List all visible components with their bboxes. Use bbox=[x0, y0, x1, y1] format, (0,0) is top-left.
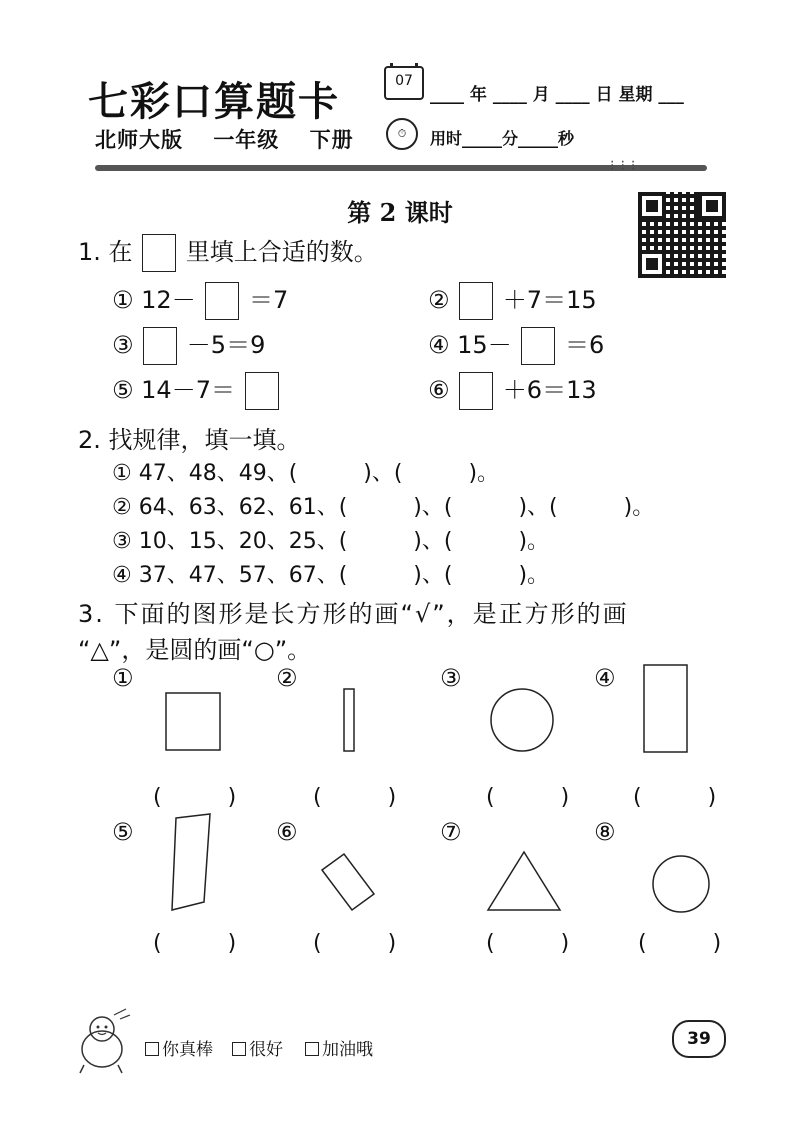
figure-label-2: ② bbox=[276, 664, 298, 692]
answer-box[interactable] bbox=[521, 327, 555, 365]
parallelogram-figure bbox=[166, 810, 216, 914]
volume: 下册 bbox=[309, 128, 354, 152]
expr-after: －5＝9 bbox=[186, 331, 266, 359]
item-number: ⑤ bbox=[112, 376, 134, 404]
q1-item-1 bbox=[112, 280, 288, 320]
q1-item-3 bbox=[112, 325, 265, 365]
answer-paren-2[interactable]: ( ) bbox=[313, 785, 397, 810]
clock-icon: ⏱ bbox=[386, 118, 418, 150]
date-line: ____ 年 ____ 月 ____ 日 星期 ___ bbox=[430, 85, 684, 105]
page-number: 39 bbox=[672, 1020, 726, 1058]
q2-item-2[interactable]: ② 64、63、62、61、( )、( )、( )。 bbox=[112, 495, 655, 520]
small-circle-figure bbox=[648, 852, 714, 916]
q1-item-5 bbox=[112, 370, 281, 410]
answer-paren-7[interactable]: ( ) bbox=[486, 931, 570, 956]
qr-finder-icon bbox=[638, 250, 666, 278]
figure-label-3: ③ bbox=[440, 664, 462, 692]
figure-label-8: ⑧ bbox=[594, 818, 616, 846]
edition-line bbox=[95, 124, 376, 154]
lesson-title: 第 2 课时 bbox=[347, 198, 453, 227]
item-number: ③ bbox=[112, 331, 134, 359]
q2-item-4[interactable]: ④ 37、47、57、67、( )、( )。 bbox=[112, 563, 550, 588]
rating-option-great[interactable] bbox=[145, 1035, 213, 1060]
circle-figure bbox=[485, 682, 561, 758]
thin-rectangle-figure bbox=[338, 686, 362, 756]
rating-label: 很好 bbox=[249, 1040, 283, 1060]
answer-box[interactable] bbox=[245, 372, 279, 410]
figure-label-7: ⑦ bbox=[440, 818, 462, 846]
rating-label: 加油哦 bbox=[322, 1040, 373, 1060]
item-number: ④ bbox=[428, 331, 450, 359]
divider-dots-icon: ⁝⁝⁝ bbox=[610, 158, 642, 174]
square-figure bbox=[160, 688, 230, 758]
expr-after: ＝6 bbox=[564, 331, 605, 359]
q3-title-line1: 3. 下面的图形是长方形的画“√”，是正方形的画 bbox=[78, 600, 629, 628]
expr-after: ＋7＝15 bbox=[502, 286, 597, 314]
q3-title-line2: “△”，是圆的画“○”。 bbox=[78, 636, 312, 664]
q2-item-3[interactable]: ③ 10、15、20、25、( )、( )。 bbox=[112, 529, 550, 554]
checkbox[interactable] bbox=[305, 1042, 319, 1056]
q2-title: 2. 找规律，填一填。 bbox=[78, 426, 301, 454]
expr-before: 15－ bbox=[457, 331, 512, 359]
q2-item-1[interactable]: ① 47、48、49、( )、( )。 bbox=[112, 461, 500, 486]
triangle-figure bbox=[482, 846, 566, 916]
answer-box[interactable] bbox=[143, 327, 177, 365]
q1-item-4 bbox=[428, 325, 604, 365]
q1-item-6 bbox=[428, 370, 597, 410]
item-number: ⑥ bbox=[428, 376, 450, 404]
mascot-icon bbox=[70, 1005, 136, 1075]
figure-label-4: ④ bbox=[594, 664, 616, 692]
item-number: ① bbox=[112, 286, 134, 314]
rating-option-keep-going[interactable] bbox=[305, 1035, 373, 1060]
calendar-icon: 07 bbox=[384, 66, 424, 100]
figure-label-6: ⑥ bbox=[276, 818, 298, 846]
answer-paren-8[interactable]: ( ) bbox=[638, 931, 722, 956]
expr-before: 12－ bbox=[141, 286, 196, 314]
grade: 一年级 bbox=[213, 128, 280, 152]
tall-rectangle-figure bbox=[638, 660, 692, 756]
expr-after: ＝7 bbox=[248, 286, 289, 314]
answer-paren-6[interactable]: ( ) bbox=[313, 931, 397, 956]
answer-paren-4[interactable]: ( ) bbox=[633, 785, 717, 810]
rating-label: 你真棒 bbox=[162, 1040, 213, 1060]
q1-title-tail: 里填上合适的数。 bbox=[185, 238, 378, 266]
answer-box[interactable] bbox=[459, 282, 493, 320]
answer-paren-5[interactable]: ( ) bbox=[153, 931, 237, 956]
q1-title bbox=[78, 232, 378, 272]
rating-option-good[interactable] bbox=[232, 1035, 283, 1060]
q1-item-2 bbox=[428, 280, 597, 320]
answer-box[interactable] bbox=[205, 282, 239, 320]
q1-title-head: 1. 在 bbox=[78, 238, 133, 266]
figure-label-5: ⑤ bbox=[112, 818, 134, 846]
brand-title: 七彩口算题卡 bbox=[88, 78, 340, 125]
time-line: 用时_____分_____秒 bbox=[430, 129, 575, 148]
expr-before: 14－7＝ bbox=[141, 376, 235, 404]
edition: 北师大版 bbox=[95, 128, 183, 152]
tilted-rectangle-figure bbox=[316, 848, 380, 914]
checkbox[interactable] bbox=[145, 1042, 159, 1056]
checkbox[interactable] bbox=[232, 1042, 246, 1056]
answer-box-sample bbox=[142, 234, 176, 272]
answer-box[interactable] bbox=[459, 372, 493, 410]
figure-label-1: ① bbox=[112, 664, 134, 692]
item-number: ② bbox=[428, 286, 450, 314]
answer-paren-3[interactable]: ( ) bbox=[486, 785, 570, 810]
answer-paren-1[interactable]: ( ) bbox=[153, 785, 237, 810]
expr-after: ＋6＝13 bbox=[502, 376, 597, 404]
